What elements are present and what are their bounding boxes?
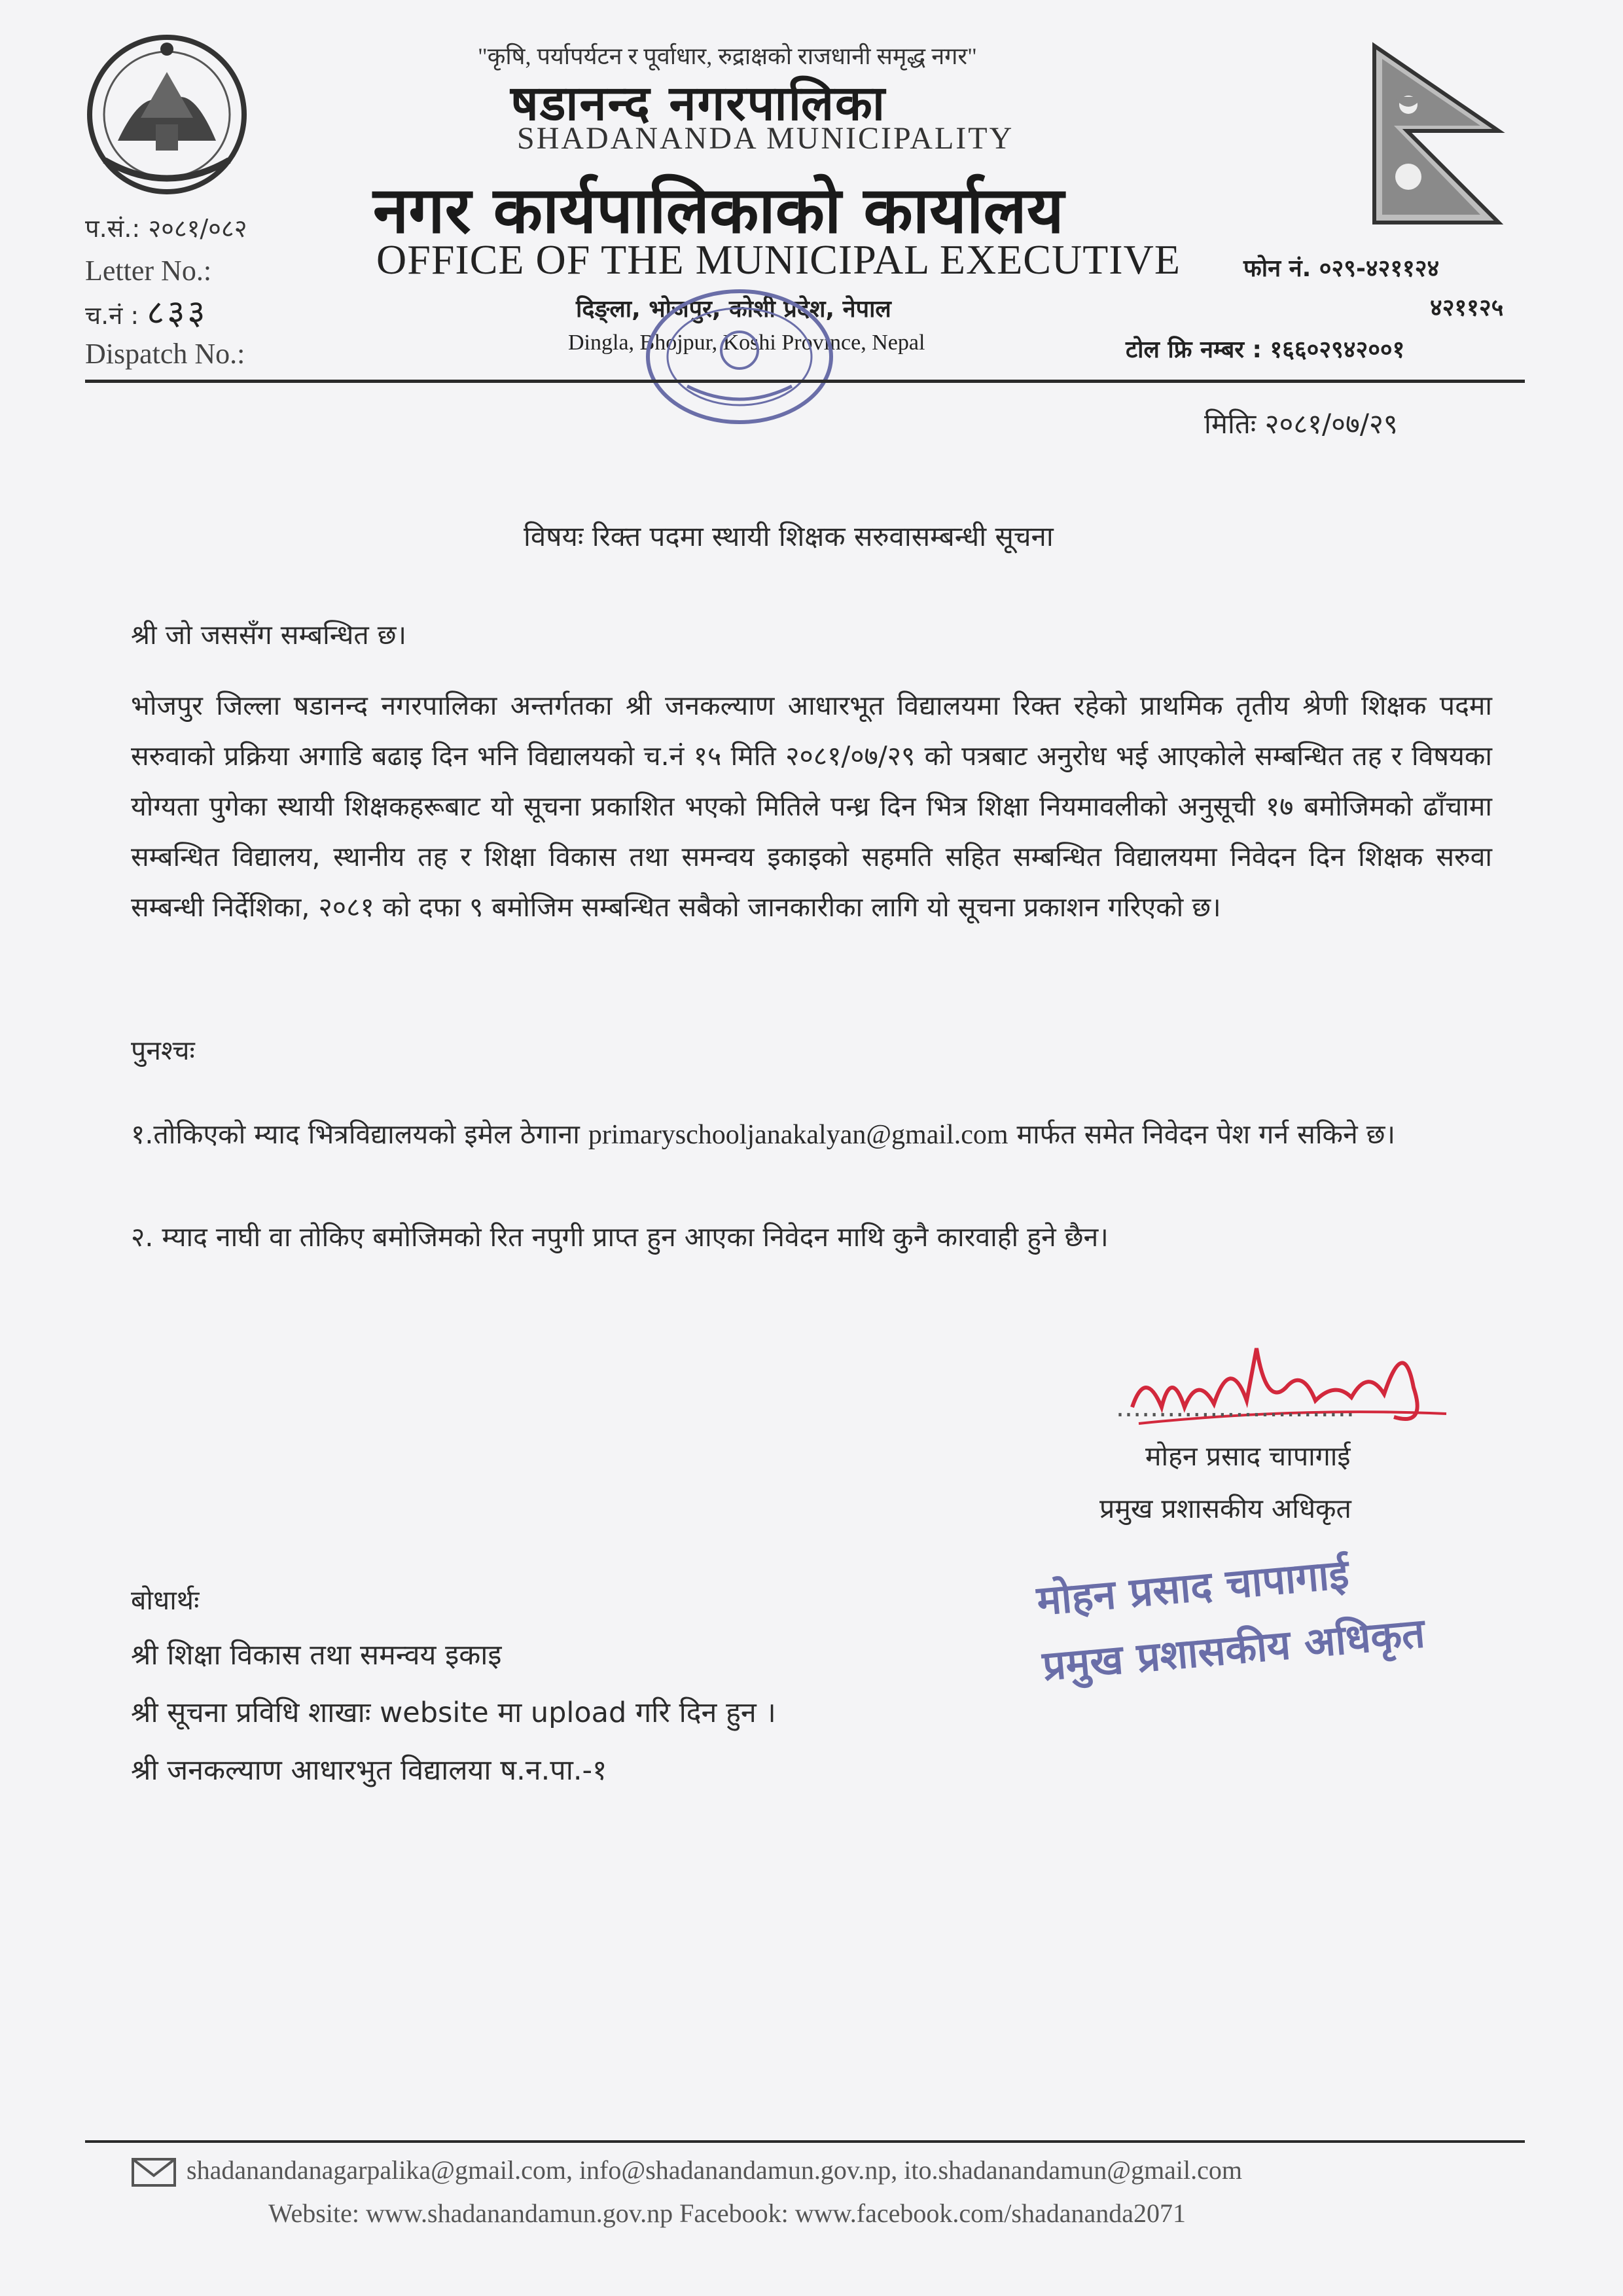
postscript-item-1-text-a: १.तोकिएको म्याद भित्रविद्यालयको इमेल ठेगाना (131, 1119, 588, 1150)
municipality-name-np: षडानन्द नगरपालिका (510, 75, 887, 132)
dispatch-label: Dispatch No.: (85, 338, 245, 370)
ps-label: प.सं.: (85, 214, 141, 243)
cc-item: श्री जनकल्याण आधारभुत विद्यालया ष.न.पा.-१ (131, 1754, 607, 1787)
nepal-flag (1368, 39, 1512, 229)
mail-icon (131, 2157, 177, 2187)
cn-label: च.नं : (85, 301, 139, 330)
phone-number-2: ४२११२५ (1430, 295, 1504, 321)
ps-value: २०८१/०८२ (148, 214, 247, 243)
signatory-stamp (1034, 1534, 1440, 1731)
footer-website: Website: www.shadanandamun.gov.np Facebook: www.facebook.com/shadananda2071 (268, 2198, 1186, 2228)
ps-number (85, 211, 247, 245)
tollfree-number: टोल फ्रि नम्बर : १६६०२९४२००१ (1126, 336, 1405, 363)
signatory-title: प्रमुख प्रशासकीय अधिकृत (1099, 1493, 1351, 1524)
salutation: श्री जो जससँग सम्बन्धित छ। (131, 619, 407, 651)
stamp-name: मोहन प्रसाद चापागाई (1035, 1549, 1351, 1625)
postscript-item-2: २. म्याद नाघी वा तोकिए बमोजिमको रित नपुगी प्राप्त हुन आएका निवेदन माथि कुनै कारवाही हुने छैन। (131, 1221, 1109, 1253)
phone-number: फोन नं. ०२९-४२११२४ (1243, 255, 1440, 282)
school-email: primaryschooljanakalyan@gmail.com (588, 1120, 1008, 1150)
header-rule (85, 380, 1525, 383)
footer-rule (85, 2140, 1525, 2143)
cn-number (85, 288, 207, 334)
cc-item: श्री शिक्षा विकास तथा समन्वय इकाइ (131, 1639, 502, 1672)
cc-list (131, 1626, 776, 1799)
footer-emails: shadanandanagarpalika@gmail.com, info@shadanandamun.gov.np, ito.shadanandamun@gmail.com (187, 2155, 1243, 2185)
subject: विषयः रिक्त पदमा स्थायी शिक्षक सरुवासम्बन्धी सूचना (524, 520, 1054, 552)
municipality-name-en: SHADANANDA MUNICIPALITY (517, 121, 1014, 156)
postscript-item-1 (131, 1109, 1492, 1160)
signatory-name: मोहन प्रसाद चापागाई (1145, 1441, 1351, 1472)
cn-value: ८३३ (147, 293, 208, 332)
tagline: "कृषि, पर्यापर्यटन र पूर्वाधार, रुद्राक्षको राजधानी समृद्ध नगर" (478, 43, 977, 69)
address-np: दिङ्ला, भोजपुर, कोशी प्रदेश, नेपाल (576, 296, 891, 323)
office-name-en: OFFICE OF THE MUNICIPAL EXECUTIVE (376, 236, 1181, 283)
office-name-np: नगर कार्यपालिकाको कार्यालय (373, 173, 1064, 248)
letter-date: मितिः २०८१/०७/२९ (1204, 408, 1398, 440)
postscript-item-1-text-b: मार्फत समेत निवेदन पेश गर्न सकिने छ। (1008, 1119, 1396, 1150)
office-round-stamp (635, 281, 844, 432)
body-paragraph: भोजपुर जिल्ला षडानन्द नगरपालिका अन्तर्गतका श्री जनकल्याण आधारभूत विद्यालयमा रिक्त रहेको प्राथमिक तृतीय श्रेणी शिक्षक पदमा सरुवाको प्रक्रिया अगाडि बढाइ दिन भनि विद्यालयको च.नं १५ मिति २०८१/०७/२९ को पत्रबाट अनुरोध भई आएकोले सम्बन्धित तह र विषयका योग्यता पुगेका स्थायी शिक्षकहरूबाट यो सूचना प्रकाशित भएको मितिले पन्ध्र दिन भित्र शिक्षा नियमावलीको अनुसूची १७ बमोजिमको ढाँचामा सम्बन्धित विद्यालय, स्थानीय तह र शिक्षा विकास तथा समन्वय इकाइको सहमति सहित सम्बन्धित विद्यालयमा निवेदन दिन शिक्षक सरुवा सम्बन्धी निर्देशिका, २०८१ को दफा ९ बमोजिम सम्बन्धित सबैको जानकारीका लागि यो सूचना प्रकाशन गरिएको छ। (131, 690, 1492, 923)
municipality-emblem (79, 26, 255, 203)
stamp-title: प्रमुख प्रशासकीय अधिकृत (1041, 1609, 1427, 1690)
address-en: Dingla, Bhojpur, Koshi Province, Nepal (568, 331, 925, 355)
cc-label: बोधार्थः (131, 1585, 200, 1616)
postscript-label: पुनश्चः (131, 1035, 195, 1066)
signature-dots: ............................ (1116, 1391, 1355, 1423)
letter-no-label: Letter No.: (85, 255, 212, 287)
cc-item: श्री सूचना प्रविधि शाखाः website मा upload गरि दिन हुन । (131, 1696, 776, 1729)
